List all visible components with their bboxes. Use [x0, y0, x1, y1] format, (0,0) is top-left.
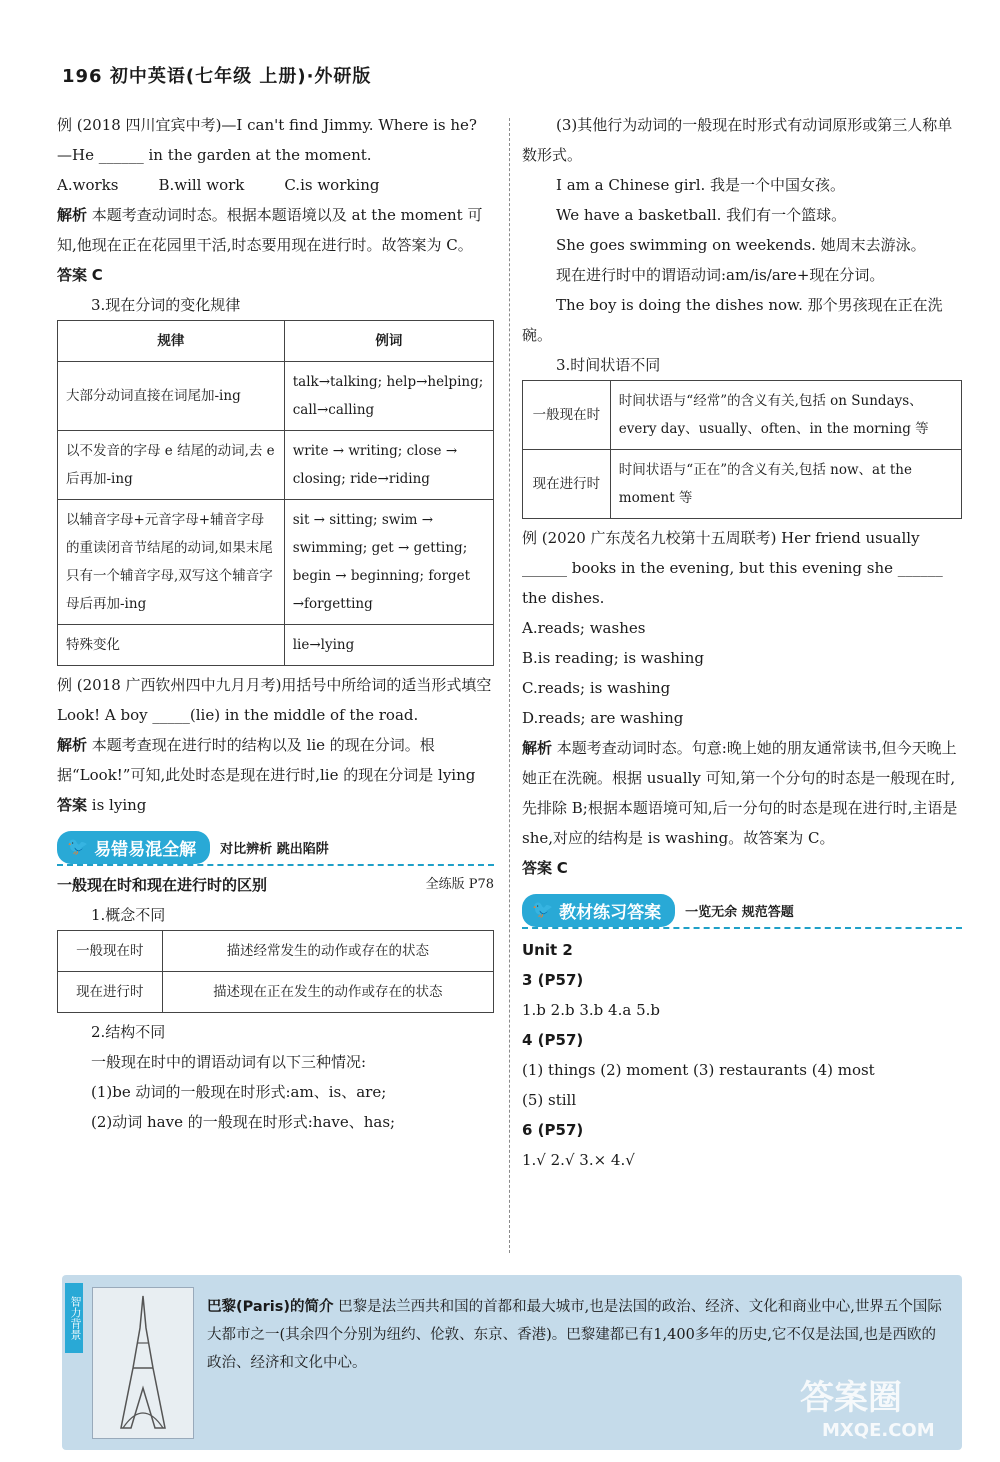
option-b: B.is reading; is washing: [522, 649, 704, 667]
bird-icon: 🐦: [532, 900, 554, 920]
analysis-text: 本题考查动词时态。根据本题语境以及 at the moment 可知,他现在正在花园里干活,时态要用现在进行时。故答案为 C。: [57, 206, 483, 254]
table-cell: 一般现在时: [58, 931, 163, 972]
confusion-banner: [57, 830, 494, 866]
question-4-answers-cont: (5) still: [522, 1091, 577, 1109]
table-row: [523, 450, 962, 519]
table-row: [58, 972, 494, 1013]
answer-label: 答案: [57, 796, 88, 814]
option-a: A.reads; washes: [522, 619, 646, 637]
table-row: [58, 625, 494, 666]
answer-value: is lying: [91, 796, 147, 814]
example-sentence: I am a Chinese girl. 我是一个中国女孩。: [556, 176, 846, 194]
page-number: 196: [62, 66, 103, 87]
table-header-row: [58, 321, 494, 362]
column-divider: [509, 118, 510, 1253]
paris-text: 巴黎是法兰西共和国的首都和最大城市,也是法国的政治、经济、文化和商业中心,世界五个国际大都市之一(其余四个分别为纽约、伦敦、东京、香港)。巴黎建都已有1,400多年的历史,它不仅是法国,也是西欧的政治、经济和文化中心。: [207, 1299, 942, 1371]
table-cell: 现在进行时: [523, 450, 611, 519]
difference-title-row: [57, 870, 494, 900]
time-heading: 3.时间状语不同: [556, 356, 661, 374]
example-sentence: We have a basketball. 我们有一个篮球。: [556, 206, 847, 224]
analysis-label: 解析: [57, 206, 88, 224]
banner-pill: [522, 894, 675, 927]
table-header: 规律: [58, 321, 285, 362]
participle-rule-table: [57, 320, 494, 666]
left-column: [57, 110, 494, 1137]
example-2-answer: [57, 790, 494, 820]
question-4-ref: 4 (P57): [522, 1031, 584, 1049]
structure-heading: 2.结构不同: [91, 1023, 166, 1041]
page-reference: 全练版 P78: [425, 877, 494, 892]
structure-intro: 一般现在时中的谓语动词有以下三种情况:: [91, 1053, 367, 1071]
example-3-question: 例 (2020 广东茂名九校第十五周联考) Her friend usually ______ books in the evening, but this evening she ______ the dishes.: [522, 529, 943, 607]
question-3-ref: 3 (P57): [522, 971, 584, 989]
table-cell: talk→talking; help→helping; call→calling: [284, 362, 493, 431]
answer-value: C: [556, 859, 568, 877]
progressive-structure: 现在进行时中的谓语动词:am/is/are+现在分词。: [556, 266, 885, 284]
table-cell: write → writing; close → closing; ride→riding: [284, 431, 493, 500]
side-tab: 智力背景: [65, 1283, 83, 1353]
book-title: 初中英语(七年级 上册)·外研版: [109, 66, 372, 87]
textbook-answers-banner: [522, 893, 962, 929]
table-row: [58, 500, 494, 625]
watermark-logo: 答案圈: [800, 1378, 902, 1418]
option-b: B.will work: [158, 176, 245, 194]
banner-title: 易错易混全解: [94, 839, 197, 860]
banner-subtitle: 一览无余 规范答题: [685, 904, 794, 920]
table-cell: 描述现在正在发生的动作或存在的状态: [162, 972, 493, 1013]
example-sentence: The boy is doing the dishes now. 那个男孩现在正在洗碗。: [522, 296, 943, 344]
answer-label: 答案: [522, 859, 553, 877]
table-header: 例词: [284, 321, 493, 362]
right-column: [522, 110, 962, 1175]
example-1-blank: —He ______ in the garden at the moment.: [57, 146, 372, 164]
question-6-answers: 1.√ 2.√ 3.× 4.√: [522, 1151, 635, 1169]
example-2-blank: Look! A boy _____(lie) in the middle of the road.: [57, 706, 419, 724]
example-2-question: 例 (2018 广西钦州四中九月月考)用括号中所给词的适当形式填空: [57, 676, 492, 694]
analysis-label: 解析: [522, 739, 553, 757]
question-3-answers: 1.b 2.b 3.b 4.a 5.b: [522, 1001, 660, 1019]
question-4-answers: (1) things (2) moment (3) restaurants (4) most: [522, 1061, 875, 1079]
example-1-options: [57, 170, 494, 200]
table-cell: 大部分动词直接在词尾加-ing: [58, 362, 285, 431]
eiffel-tower-image: [92, 1287, 194, 1439]
structure-item-3: (3)其他行为动词的一般现在时形式有动词原形或第三人称单数形式。: [522, 116, 953, 164]
analysis-text: 本题考查动词时态。句意:晚上她的朋友通常读书,但今天晚上她正在洗碗。根据 usually 可知,第一个分句的时态是一般现在时,先排除 B;根据本题语境可知,后一分句的时态是现在进行时,主语是 she,对应的结构是 is washing。故答案为 C。: [522, 739, 958, 847]
option-d: D.reads; are washing: [522, 709, 684, 727]
analysis-text: 本题考查现在进行时的结构以及 lie 的现在分词。根据“Look!”可知,此处时态是现在进行时,lie 的现在分词是 lying: [57, 736, 476, 784]
paris-intro: [207, 1293, 947, 1377]
table-cell: 以辅音字母+元音字母+辅音字母的重读闭音节结尾的动词,如果末尾只有一个辅音字母,双写这个辅音字母后再加-ing: [58, 500, 285, 625]
concept-heading: 1.概念不同: [91, 906, 166, 924]
table-cell: 时间状语与“经常”的含义有关,包括 on Sundays、every day、usually、often、in the morning 等: [610, 381, 961, 450]
table-row: [58, 931, 494, 972]
example-3-answer: [522, 853, 962, 883]
eiffel-tower-icon: [93, 1288, 193, 1438]
banner-title: 教材练习答案: [559, 902, 662, 923]
question-6-ref: 6 (P57): [522, 1121, 584, 1139]
table-row: [58, 362, 494, 431]
structure-item-2: (2)动词 have 的一般现在时形式:have、has;: [91, 1113, 396, 1131]
unit-title: Unit 2: [522, 941, 573, 959]
concept-table: [57, 930, 494, 1013]
analysis-label: 解析: [57, 736, 88, 754]
rule-heading: 3.现在分词的变化规律: [91, 296, 241, 314]
option-c: C.reads; is washing: [522, 679, 671, 697]
table-row: [523, 381, 962, 450]
table-cell: 以不发音的字母 e 结尾的动词,去 e 后再加-ing: [58, 431, 285, 500]
option-c: C.is working: [284, 176, 380, 194]
example-1-question: 例 (2018 四川宜宾中考)—I can't find Jimmy. Where is he?: [57, 116, 477, 134]
example-3-analysis: [522, 733, 962, 853]
example-2-analysis: [57, 730, 494, 790]
time-adverbial-table: [522, 380, 962, 519]
table-cell: 一般现在时: [523, 381, 611, 450]
table-cell: lie→lying: [284, 625, 493, 666]
bird-icon: 🐦: [67, 837, 89, 857]
table-cell: 特殊变化: [58, 625, 285, 666]
banner-pill: [57, 831, 210, 864]
watermark-url: MXQE.COM: [822, 1420, 935, 1441]
difference-title: 一般现在时和现在进行时的区别: [57, 876, 268, 894]
answer-value: C: [91, 266, 103, 284]
example-sentence: She goes swimming on weekends. 她周末去游泳。: [556, 236, 926, 254]
table-cell: 现在进行时: [58, 972, 163, 1013]
table-cell: sit → sitting; swim → swimming; get → getting; begin → beginning; forget →forgetting: [284, 500, 493, 625]
paris-title: 巴黎(Paris)的简介: [207, 1299, 334, 1315]
banner-subtitle: 对比辨析 跳出陷阱: [220, 841, 329, 857]
page-header: [62, 62, 371, 88]
option-a: A.works: [57, 176, 119, 194]
table-cell: 描述经常发生的动作或存在的状态: [162, 931, 493, 972]
table-cell: 时间状语与“正在”的含义有关,包括 now、at the moment 等: [610, 450, 961, 519]
table-row: [58, 431, 494, 500]
example-1-answer: [57, 260, 494, 290]
answer-label: 答案: [57, 266, 88, 284]
structure-item-1: (1)be 动词的一般现在时形式:am、is、are;: [91, 1083, 387, 1101]
example-1-analysis: [57, 200, 494, 260]
